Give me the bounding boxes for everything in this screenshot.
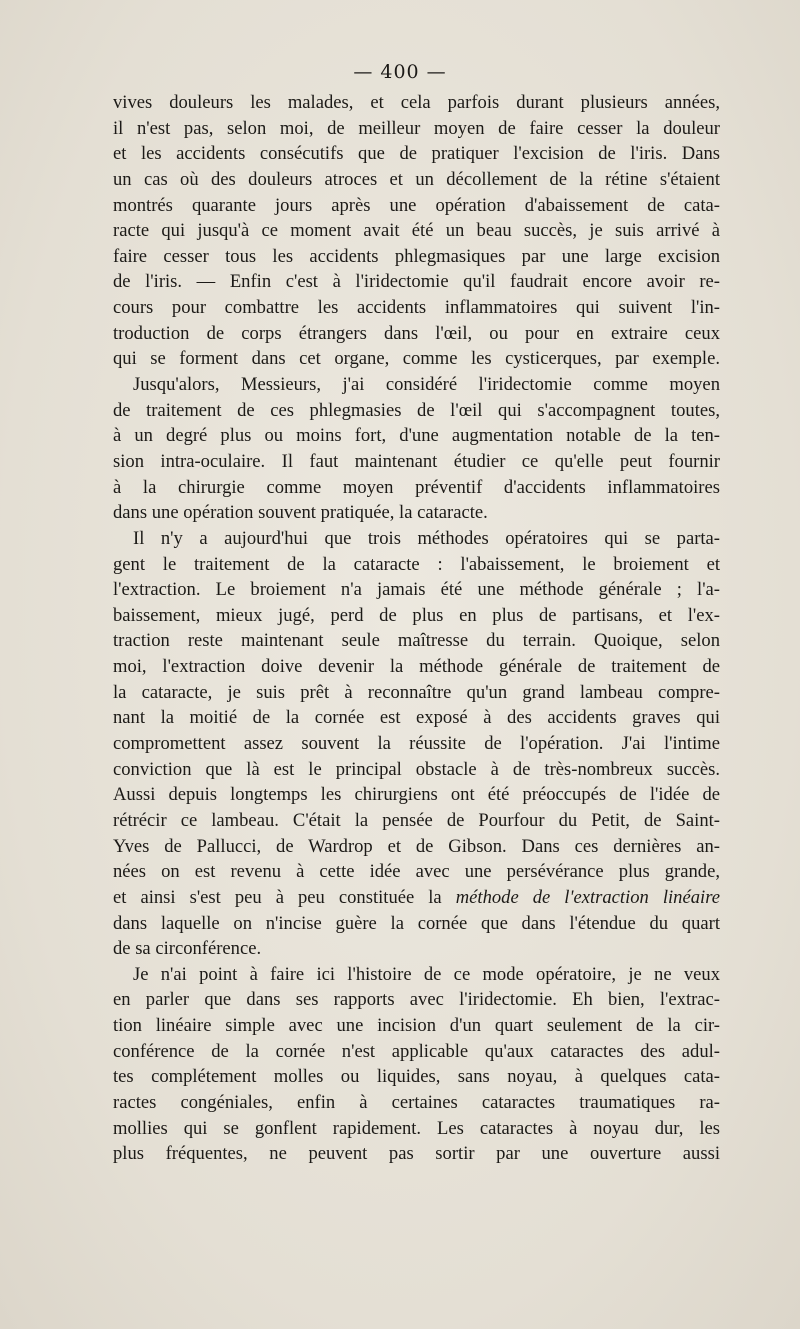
text-line: nées on est revenu à cette idée avec une persévérance plus grande, [113,861,720,883]
text-line: la cataracte, je suis prêt à reconnaître qu'un grand lambeau compre- [113,681,720,703]
paragraph-1 [113,90,720,372]
text-line: à un degré plus ou moins fort, d'une augmentation notable de la ten- [113,425,720,447]
text-line: de sa circonférence. [113,938,262,960]
text-line: racte qui jusqu'à ce moment avait été un beau succès, je suis arrivé à [113,220,720,242]
text-line: qui se forment dans cet organe, comme les cysticerques, par exemple. [113,348,720,370]
text-line: sion intra-oculaire. Il faut maintenant étudier ce qu'elle peut fournir [113,450,720,472]
text-line: et les accidents consécutifs que de pratiquer l'excision de l'iris. Dans [113,143,720,165]
text-line: mollies qui se gonflent rapidement. Les cataractes à noyau dur, les [113,1117,720,1139]
text-line: conférence de la cornée n'est applicable qu'aux cataractes des adul- [113,1040,720,1062]
text-line: traction reste maintenant seule maîtresse du terrain. Quoique, selon [113,630,720,652]
text-line: de traitement de ces phlegmasies de l'œil qui s'accompagnent toutes, [113,399,720,421]
text-line: rétrécir ce lambeau. C'était la pensée de Pourfour du Petit, de Saint- [113,809,720,831]
text-line: Il n'y a aujourd'hui que trois méthodes opératoires qui se parta- [133,527,720,549]
text-line: troduction de corps étrangers dans l'œil, ou pour en extraire ceux [113,322,720,344]
text-line: nant la moitié de la cornée est exposé à des accidents graves qui [113,707,720,729]
text-line: montrés quarante jours après une opération d'abaissement de cata- [113,194,720,216]
body-text [113,90,720,1167]
text-line: conviction que là est le principal obstacle à de très-nombreux succès. [113,758,720,780]
text-line: cours pour combattre les accidents inflammatoires qui suivent l'in- [113,297,720,319]
text-line: vives douleurs les malades, et cela parfois durant plusieurs années, [113,92,720,113]
text-line: dans laquelle on n'incise guère la cornée que dans l'étendue du quart [113,912,720,934]
text-line: en parler que dans ses rapports avec l'iridectomie. Eh bien, l'extrac- [113,989,720,1011]
text-line: gent le traitement de la cataracte : l'abaissement, le broiement et [113,553,720,575]
text-line: compromettent assez souvent la réussite de l'opération. J'ai l'intime [113,733,720,755]
page-number: — 400 — [353,61,447,83]
text-line: faire cesser tous les accidents phlegmasiques par une large excision [113,245,720,267]
text-line: ractes congéniales, enfin à certaines cataractes traumatiques ra- [113,1091,720,1113]
text-line-with-italic [113,885,720,911]
text-line: tion linéaire simple avec une incision d'un quart seulement de la cir- [113,1015,720,1037]
text-line: Jusqu'alors, Messieurs, j'ai considéré l'iridectomie comme moyen [133,374,720,396]
text-line: il n'est pas, selon moi, de meilleur moyen de faire cesser la douleur [113,117,720,139]
text-line: l'extraction. Le broiement n'a jamais été une méthode générale ; l'a- [113,579,720,601]
paragraph-3 [113,526,720,962]
text-line: moi, l'extraction doive devenir la méthode générale de traitement de [113,656,720,678]
text-line: plus fréquentes, ne peuvent pas sortir par une ouverture aussi [113,1143,720,1165]
italic-term: méthode de l'extraction linéaire [455,886,720,908]
text-line: de l'iris. — Enfin c'est à l'iridectomie qu'il faudrait encore avoir re- [113,271,720,293]
text-line: baissement, mieux jugé, perd de plus en plus de partisans, et l'ex- [113,604,720,626]
text-line: Je n'ai point à faire ici l'histoire de ce mode opératoire, je ne veux [133,963,720,985]
text-line: Aussi depuis longtemps les chirurgiens ont été préoccupés de l'idée de [113,784,720,806]
paragraph-4 [113,962,720,1167]
paragraph-2 [113,372,720,526]
text-line: un cas où des douleurs atroces et un décollement de la rétine s'étaient [113,168,720,190]
text-line-start: et ainsi s'est peu à peu constituée la [113,886,456,908]
text-line: Yves de Pallucci, de Wardrop et de Gibson. Dans ces dernières an- [113,835,720,857]
text-line: à la chirurgie comme moyen préventif d'accidents inflammatoires [113,476,720,498]
text-line: dans une opération souvent pratiquée, la cataracte. [113,502,488,524]
text-line: tes complétement molles ou liquides, sans noyau, à quelques cata- [113,1066,720,1088]
